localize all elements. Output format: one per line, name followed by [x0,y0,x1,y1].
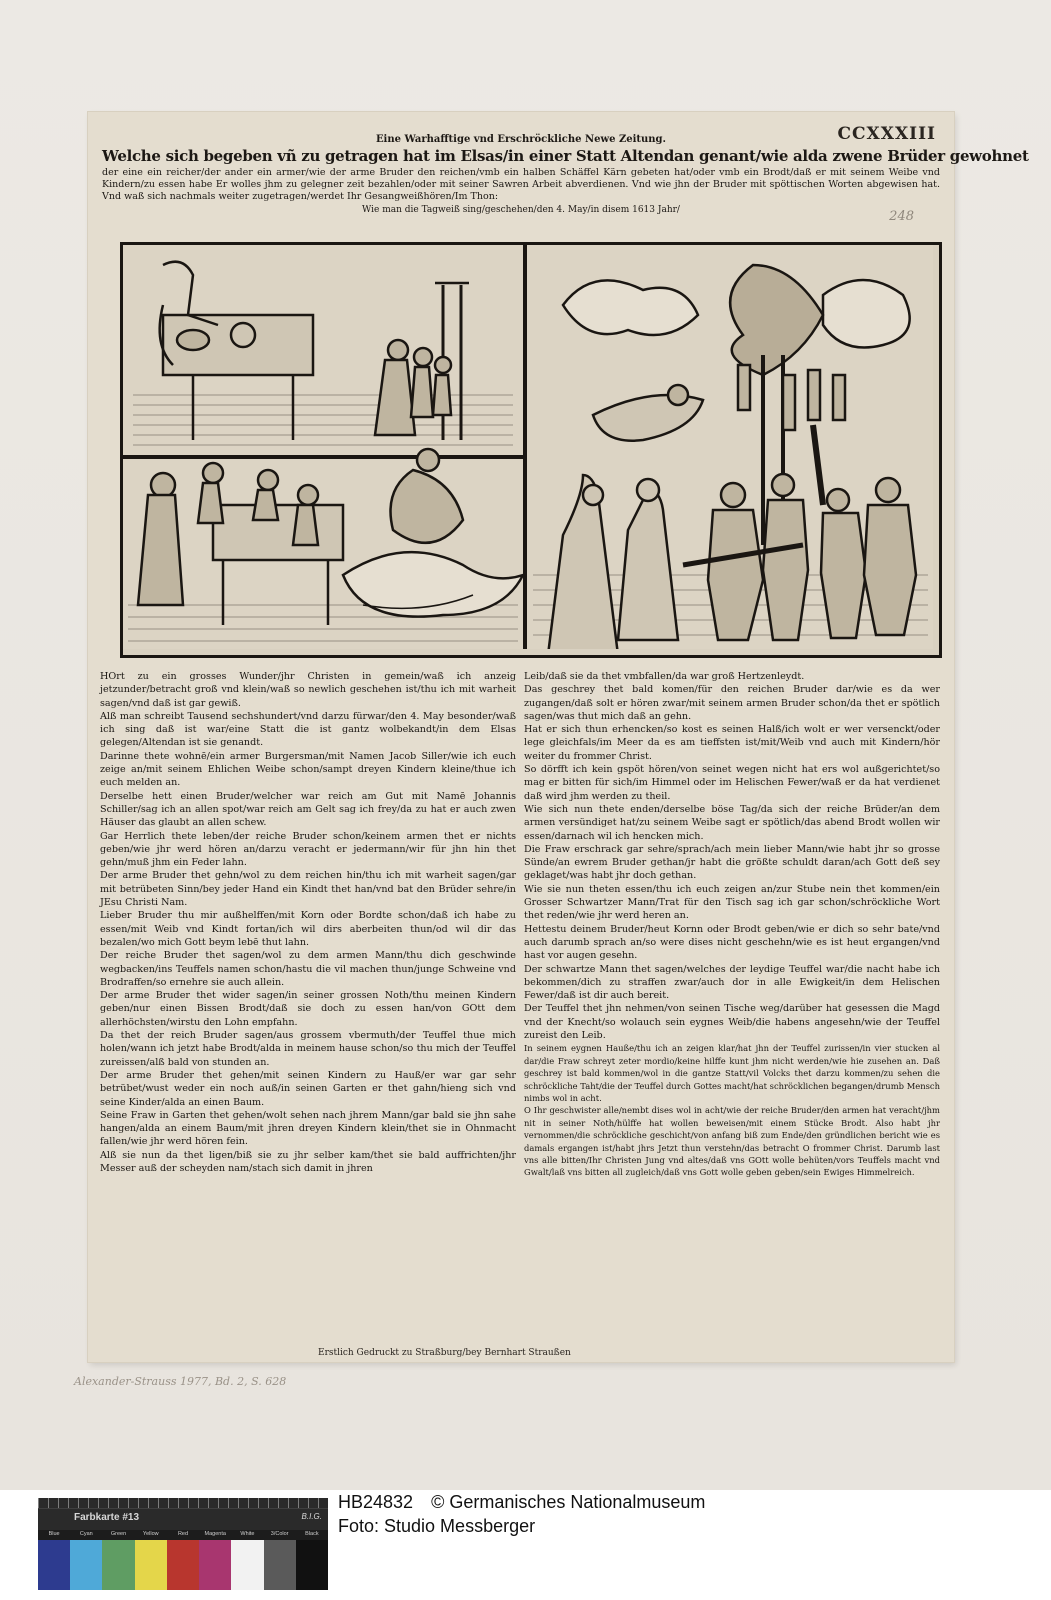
pencil-annotation: Alexander-Strauss 1977, Bd. 2, S. 628 [74,1375,287,1388]
color-card-title: Farbkarte #13 [74,1512,140,1523]
verse: Derselbe hett einen Bruder/welcher war reich am Gut mit Namē Johannis Schiller/sag ich an allen spot/war reich am Gelt sag ich frey/da zu hat er auch zwen Häuser das glaubt an allen schew. [100,790,516,829]
verse: Da thet der reich Bruder sagen/aus grossem vbermuth/der Teuffel thue mich holen/wann ich jetzt habe Brodt/alda in meinem hause schon/so thu mich der Teuffel zureissen/alß bald von stunden an. [100,1030,516,1068]
verse: Alß sie nun da thet ligen/biß sie zu jhr selber kam/thet sie bald auffrichten/jhr Messer auß der scheyden nam/stach sich damit in jhren [100,1149,516,1174]
woodcut-image [123,245,933,649]
left-column [100,670,516,1179]
header-title: Welche sich begeben vñ zu getragen hat im Elsas/in einer Statt Altendan genant/wie alda zwene Brüder gewohnet [102,147,1029,165]
color-swatch [102,1540,134,1590]
color-swatch [167,1540,199,1590]
broadsheet [88,112,1029,1362]
verse: Hat er sich thun erhencken/so kost es seinen Halß/ich wolt er wer versenckt/oder lege gleichfals/im Meer da es am tieffsten ist/mit/Weib vnd auch mit Kindern/hör weiter du frommer Christ. [524,724,940,762]
sheet-header [102,134,1029,215]
verse: Hettestu deinem Bruder/heut Kornn oder Brodt geben/wie er dich so sehr bate/vnd auch darumb sprach an/so were dises nicht geschehn/wie es ist heut ergangen/vnd hast vor augen gesehn. [524,923,940,962]
swatch-name: Magenta [204,1531,226,1537]
color-swatch [38,1540,70,1590]
swatch-name: Cyan [79,1531,93,1537]
verse: Der Teuffel thet jhn nehmen/von seinen Tische weg/darüber hat gesessen die Magd vnd der Knecht/so wolauch sein eygnes Weib/die habens angesehn/wie der Teuffel zureist den Leib. [524,1003,940,1042]
copyright-line: © Germanisches Nationalmuseum [431,1492,706,1512]
folio-number: CCXXXIII [837,124,936,144]
color-swatch [231,1540,263,1590]
verse: Alß man schreibt Tausend sechshundert/vnd darzu fürwar/den 4. May besonder/waß ich sing daß ist war/eine Statt die ist gantz wolbekandt/in dem Elsas gelegen/Altendan ist sie genandt. [100,710,516,749]
swatch-name: Yellow [142,1531,159,1537]
printer-imprint: Erstlich Gedruckt zu Straßburg/bey Bernhart Straußen [318,1348,571,1358]
verse: Der schwartze Mann thet sagen/welches der leydige Teuffel war/die nacht habe ich bekommen/dich zu straffen zwar/auch dor in alle Ewigkeit/in dem Helischen Fewer/daß ist dir auch bereit. [524,963,940,1002]
verse: Leib/daß sie da thet vmbfallen/da war groß Hertzenleydt. [524,671,805,682]
verse: Gar Herrlich thete leben/der reiche Bruder schon/keinem armen thet er nichts geben/wie jhr werd hören an/darzu veracht er jedermann/wir für jhn hin thet gehn/muß jhm ein Feder lahn. [100,830,516,869]
verse: Darinne thete wohnē/ein armer Burgersman/mit Namen Jacob Siller/wie ich euch zeige an/mit seinem Ehlichen Weibe schon/sampt dreyen Kindern kleine/thue ich euch melden an. [100,750,516,789]
verse: Wie sie nun theten essen/thu ich euch zeigen an/zur Stube nein thet kommen/ein Grosser Schwartzer Mann/Trat für den Tisch sag ich gar schon/schröckliche Wort thet reden/wie jhr werd heren an. [524,883,940,922]
header-date-line: Wie man die Tagweiß sing/geschehen/den 4. May/in disem 1613 Jahr/ [362,205,680,215]
verse: So dörfft ich kein gspöt hören/von seinet wegen nicht hat ers wol außgerichtet/so mag er bitten für sich/im Himmel oder im Helischen Fewer/waß er da hat verdienet daß wird jhm werden zu theil. [524,764,940,802]
swatch-names [38,1531,328,1537]
archive-footer [0,1490,1051,1600]
verse: Der arme Bruder thet gehen/mit seinen Kindern zu Hauß/er war gar sehr betrübet/wust weder ein noch auß/in seinen Garten er thet gahn/hieng sich vnd seine Kinder/alda an einen Baum. [100,1069,516,1108]
swatch-name: Red [177,1531,189,1537]
verse: Das geschrey thet bald komen/für den reichen Bruder dar/wie es da wer zugangen/daß solt er hören zwar/mit seinem armen Bruder schon/da thet er spötlich sagen/was thut mich daß an gehn. [524,684,940,722]
woodcut-illustration [120,242,942,658]
swatch-name: Blue [48,1531,60,1537]
swatch-name: White [240,1531,255,1537]
photographer-line: Foto: Studio Messberger [338,1516,536,1536]
verse-small: In seinem eygnen Hauße/thu ich an zeigen klar/hat jhn der Teuffel zurissen/in vier stucken al dar/die Fraw schreyt zeter mordio/keine hilffe kunt jhm nicht werden/wie hie zusehen an. Daß geschrey ist bald kommen/wol in die gantze Statt/vil Volcks thet darzu kommen/zu sehen die schröckliche Taht/die der Teuffel durch Gottes macht/hat schröcklichen begangen/drumb Mensch nimbs wol in acht. [524,1043,940,1103]
photo-credit [338,1490,705,1538]
verse-small: O Ihr geschwister alle/nembt dises wol in acht/wie der reiche Bruder/den armen hat veracht/jhm nit in seiner Noth/hülffe hat wollen beweisen/mit einem Stücke Brodt. Also habt jhr vernommen/die schröckliche geschicht/von anfang biß zum Ende/den gründlichen bericht wie es damals ergangen ist/habt jhrs Jetzt thun verstehn/das betracht O frommer Christ. Darumb last vns alle bitten/Ihr Christen Jung vnd altes/daß vns GOtt wolle behüten/vors Teuffels macht vnd Gwalt/laß vns bitten all zugleich/daß vns Gott wolle geben geben/sein Ewiges Himmelreich. [524,1105,940,1178]
swatch-name: Black [305,1531,319,1537]
color-swatch [296,1540,328,1590]
color-swatch [264,1540,296,1590]
verse: Der arme Bruder thet wider sagen/in seiner grossen Noth/thu meinen Kindern geben/nur einen Bissen Brodt/daß sie doch zu essen han/von GOtt dem allerhöchsten/wirstu den Lohn empfahn. [100,990,516,1028]
verse: Lieber Bruder thu mir außhelffen/mit Korn oder Bordte schon/daß ich habe zu essen/mit Weib vnd Kindt fortan/ich wil dirs aberbeiten thun/od wil dir das bezalen/wo mich Gott beym lebē thut lahn. [100,910,516,948]
header-kicker: Eine Warhafftige vnd Erschröckliche Newe Zeitung. [375,134,667,145]
ballad-text [100,670,940,1179]
verse: Wie sich nun thete enden/derselbe böse Tag/da sich der reiche Brüder/an dem armen versündiget hat/zu seinem Weibe sagt er spötlich/das abend Brodt wollen wir essen/darnach wil ich hencken mich. [524,803,940,842]
color-swatch [199,1540,231,1590]
object-id: HB24832 [338,1492,414,1512]
color-calibration-card [38,1498,328,1590]
swatch-name: Green [110,1531,127,1537]
verse: Seine Fraw in Garten thet gehen/wolt sehen nach jhrem Mann/gar bald sie jhn sahe hangen/alda an einem Baum/mit jhren dreyen Kindern klein/thet sie in Ohnmacht fallen/wie jhr werd hören fein. [100,1109,516,1148]
right-column [524,670,940,1179]
verse: HOrt zu ein grosses Wunder/jhr Christen in gemein/waß ich anzeig jetzunder/betracht groß vnd klein/waß so newlich geschehen ist/thu ich mit warheit sagen/vnd daß ist gar gewiß. [100,671,516,709]
header-subtitle: der eine ein reicher/der ander ein armer/wie der arme Bruder den reichen/vmb ein halben Schäffel Kärn gebeten hat/oder vmb ein Brodt/daß er mit seinem Weibe vnd Kindern/zu essen habe Er wolles jhm zu gelegner zeit bezahlen/oder mit seiner Sawren Arbeit abverdienen. Vnd wie jhn der Bruder mit spöttischen Worten abgewisen hat. Vnd waß sich nachmals weiter zugetragen/werdet Ihr Gesangweißhören/Im Thon: [102,167,940,202]
swatch-name: 3/Color [270,1531,289,1537]
color-swatches [38,1540,328,1590]
color-swatch [135,1540,167,1590]
color-swatch [70,1540,102,1590]
color-card-brand: B.I.G. [301,1512,322,1521]
verse: Die Fraw erschrack gar sehre/sprach/ach mein lieber Mann/wie habt jhr so grosse Sünde/an ewrem Bruder gethan/jr habt die größte schuldt daran/ach Gott deß sey geklaget/was habt jhr doch gethan. [524,843,940,882]
pencil-inventory-number: 248 [889,209,914,224]
verse: Der arme Bruder thet gehn/wol zu dem reichen hin/thu ich mit warheit sagen/gar mit betrübeten Sinn/bey jeder Hand ein Kindt thet han/vnd bat den Brüder sehre/in JEsu Christi Nam. [100,870,516,909]
ruler-scale [38,1498,328,1509]
verse: Der reiche Bruder thet sagen/wol zu dem armen Mann/thu dich geschwinde wegbacken/ins Teuffels namen schon/hastu die vil machen thun/junge Schweine vnd Brodraffen/so ernehre sie auch allein. [100,950,516,988]
